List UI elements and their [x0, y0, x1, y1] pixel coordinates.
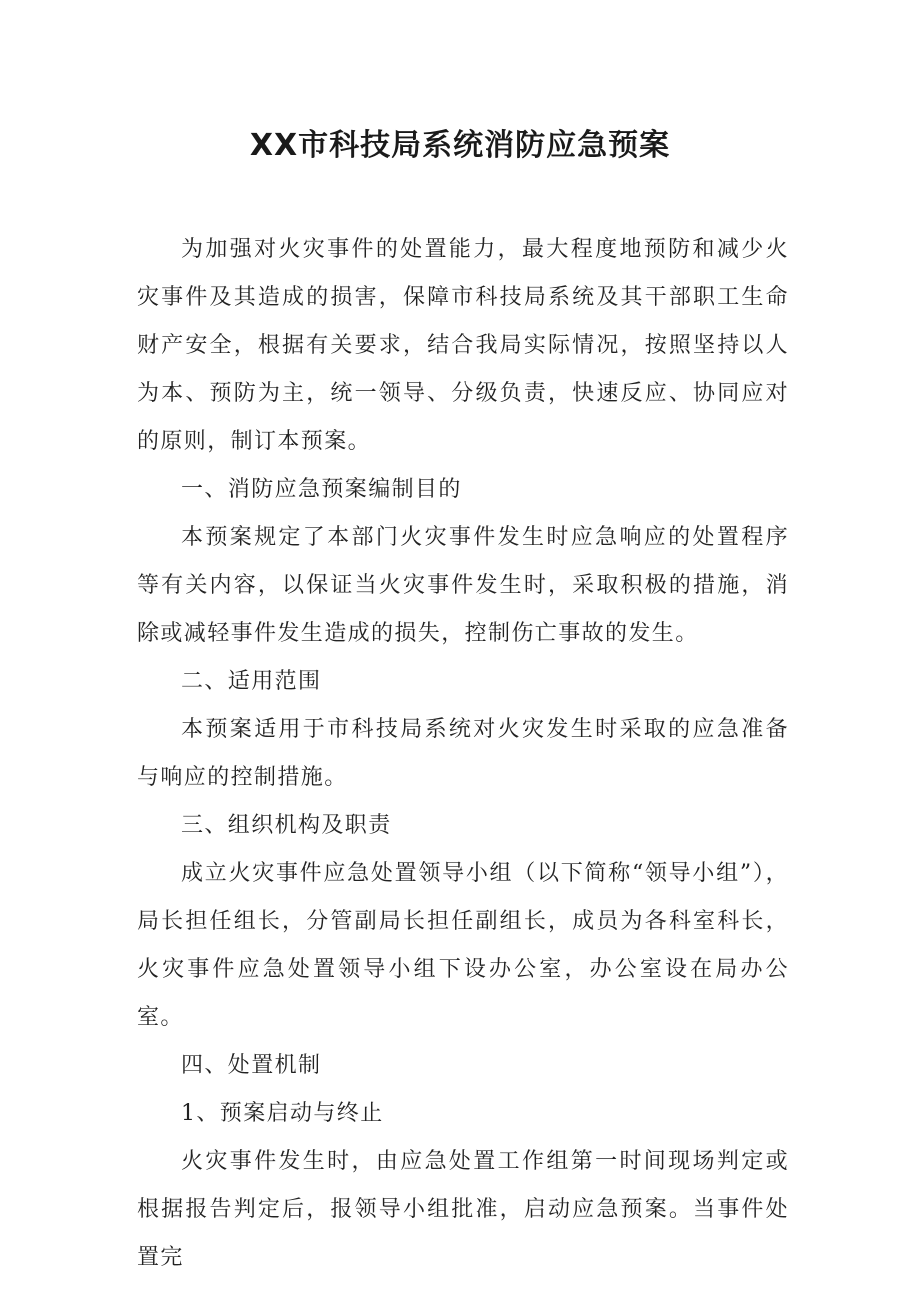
section-heading-purpose: 一、消防应急预案编制目的 — [181, 477, 462, 502]
document-body — [137, 226, 789, 1282]
section-heading-scope: 二、适用范围 — [181, 669, 322, 694]
scope-paragraph: 本预案适用于市科技局系统对火灾发生时采取的应急准备与响应的控制措施。 — [137, 717, 789, 790]
section-heading-mechanism: 四、处置机制 — [181, 1053, 322, 1078]
subsection-heading-activation: 1、预案启动与终止 — [181, 1101, 384, 1126]
intro-paragraph: 为加强对火灾事件的处置能力，最大程度地预防和减少火灾事件及其造成的损害，保障市科技局系统及其干部职工生命财产安全，根据有关要求，结合我局实际情况，按照坚持以人为本、预防为主，统一领导、分级负责，快速反应、协同应对的原则，制订本预案。 — [137, 237, 789, 454]
activation-paragraph: 火灾事件发生时，由应急处置工作组第一时间现场判定或根据报告判定后，报领导小组批准，启动应急预案。当事件处置完 — [137, 1149, 789, 1270]
document-title: XX市科技局系统消防应急预案 — [249, 128, 671, 163]
organization-paragraph: 成立火灾事件应急处置领导小组（以下简称“领导小组”），局长担任组长，分管副局长担任副组长，成员为各科室科长，火灾事件应急处置领导小组下设办公室，办公室设在局办公室。 — [137, 861, 789, 1030]
section-heading-organization: 三、组织机构及职责 — [181, 813, 392, 838]
purpose-paragraph: 本预案规定了本部门火灾事件发生时应急响应的处置程序等有关内容，以保证当火灾事件发生时，采取积极的措施，消除或减轻事件发生造成的损失，控制伤亡事故的发生。 — [137, 525, 789, 646]
